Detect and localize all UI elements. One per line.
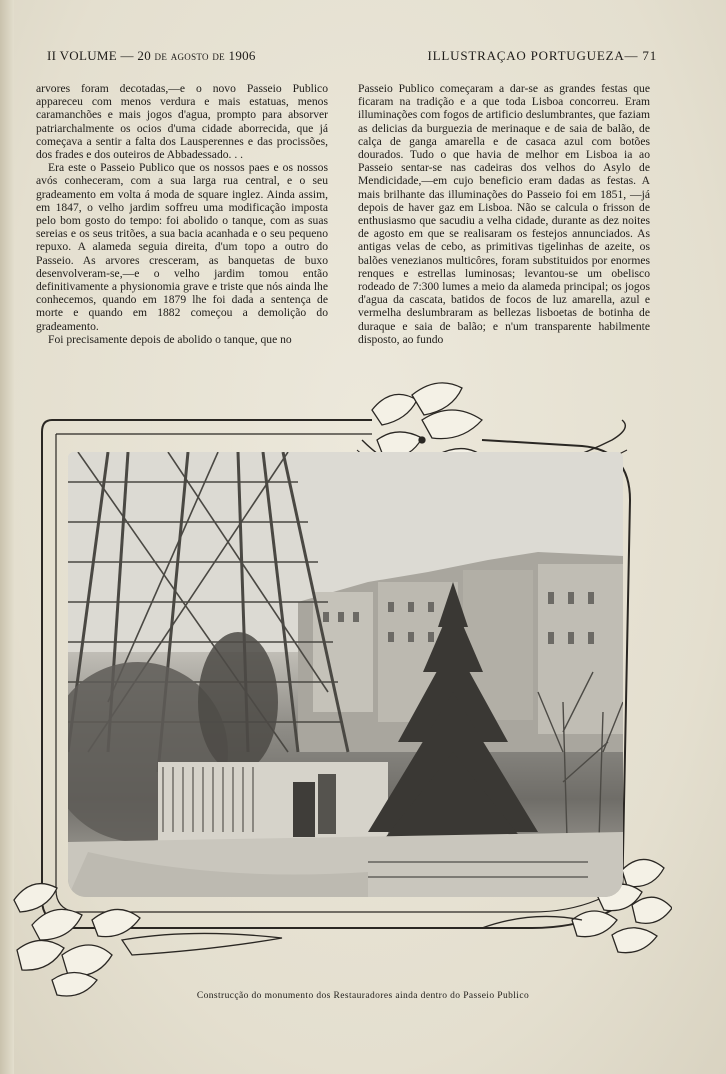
lily-ornament-bottom-left xyxy=(14,884,282,996)
paragraph: arvores foram decotadas,—e o novo Passeio Publico appareceu com menos verdura e mais estatuas, menos caramanchões e mais jogos d'agua, prompto para absorver patriarchalmente os ocios d'uma cidade aborrecida, que já começava a sentir a falta dos Lausperennes e das procissões, dos frades e dos outeiros de Abbadessado. . . xyxy=(36,82,328,162)
figure-caption: Construcção do monumento dos Restauradores ainda dentro do Passeio Publico xyxy=(196,991,530,1001)
text-column-left xyxy=(36,82,328,346)
paragraph: Passeio Publico começaram a dar-se as grandes festas que ficaram na tradição e a que toda Lisboa concorreu. Eram illuminações com fogos de artificio deslumbrantes, que faziam as delicias da burguezia de merinaque e de saia de balão, de calça de ganga amarella e de casaca azul com botões dourados. Tudo o que havia de melhor em Lisboa ia ao Passeio sentar-se nas cadeiras dos velhos do Asylo de Mendicidade,—em cujo beneficio eram dadas as festas. A mais brilhante das illuminações do Passeio foi em 1851, —já depois de haver gaz em Lisboa. Não se calcula o frisson de enthusiasmo que sacudiu a velha cidade, durante as dez noites de agosto em que se realisaram os festejos annunciados. As antigas velas de cebo, as primitivas tigelinhas de azeite, os balões venezianos multicôres, foram substituidos por enormes renques e estrellas luminosas; levantou-se um obelisco rodeado de 7:300 lumes a meio da alameda principal; os jogos d'agua da cascata, batidos de focos de luz amarella, azul e vermelha deslumbraram as bellezas lisboetas de botinha de duraque e saia de balão; e n'um transparente habilmente disposto, ao fundo xyxy=(358,82,650,346)
photo-scene xyxy=(68,452,623,897)
illustration-figure xyxy=(12,380,672,1010)
header-publication: ILLUSTRAÇAO PORTUGUEZA— 71 xyxy=(427,48,657,63)
page-header xyxy=(47,48,657,68)
paragraph: Foi precisamente depois de abolido o tanque, que no xyxy=(48,332,292,346)
text-column-right xyxy=(358,82,650,346)
historical-photograph xyxy=(68,452,623,897)
paragraph: Era este o Passeio Publico que os nossos paes e os nossos avós conheceram, com a sua larga rua central, e o seu gradeamento em volta á moda de square inglez. Ainda assim, em 1847, o velho jardim soffreu uma modificação imposta pelo bom gosto do tempo: foi abolido o tanque, com as suas sereias e os seus tritões, a sua bacia acanhada e o seu pequeno repuxo. A alameda seguia direita, d'um topo a outro do Passeio. As arvores cresceram, as banquetas de buxo desenvolveram-se,—e o velho jardim tomou então definitivamente a physionomia grave e triste que nós ainda lhe conhecemos, quando em 1879 lhe foi dada a sentença de morte e quando em 1882 começou a demolição do gradeamento. xyxy=(36,161,328,333)
header-volume-date: II VOLUME — 20 de agosto de 1906 xyxy=(47,48,256,63)
